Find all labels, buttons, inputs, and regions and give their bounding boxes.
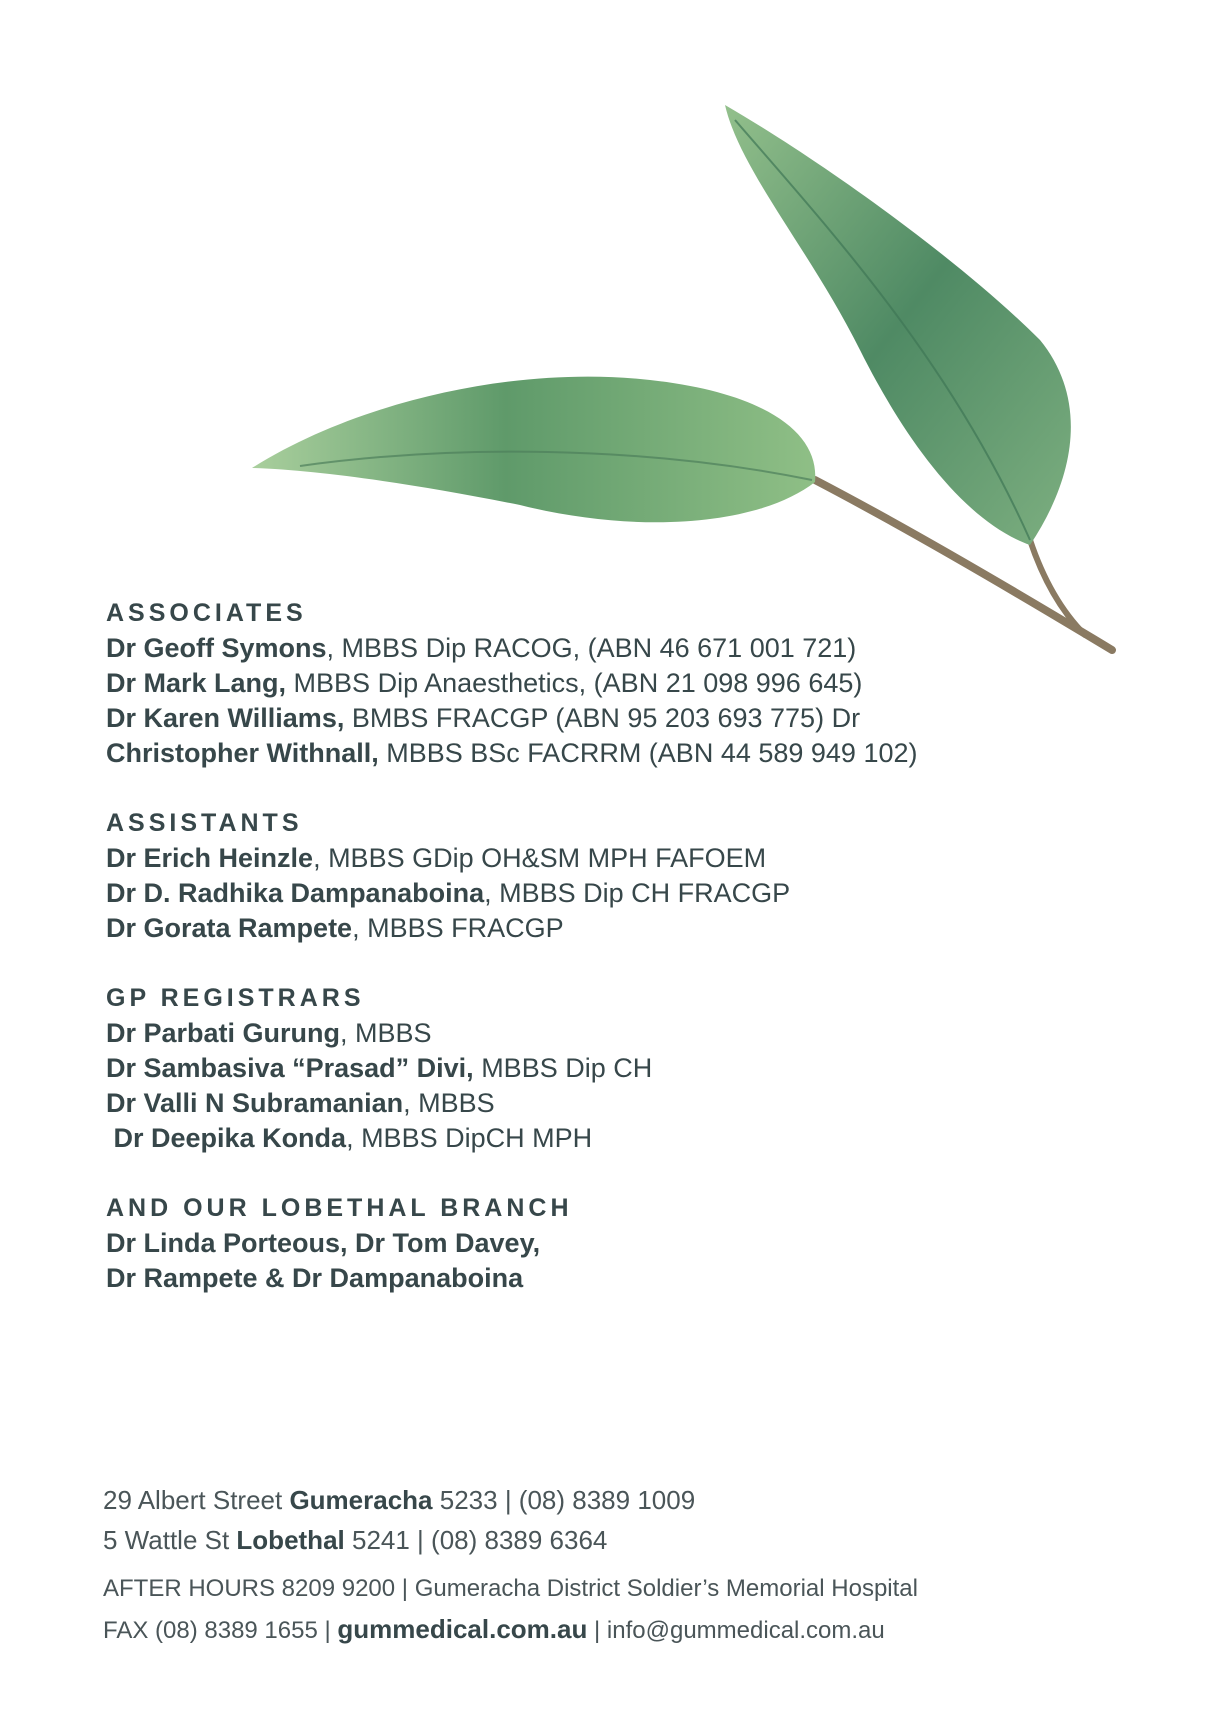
staff-line bbox=[106, 876, 790, 911]
staff-name: Christopher Withnall, bbox=[106, 738, 379, 768]
address-phone: 5241 | (08) 8389 6364 bbox=[344, 1525, 608, 1555]
staff-credentials: , MBBS bbox=[403, 1088, 495, 1118]
staff-line bbox=[106, 1226, 573, 1261]
staff-credentials: , MBBS Dip RACOG, (ABN 46 671 001 721) bbox=[326, 633, 857, 663]
staff-credentials: MBBS BSc FACRRM (ABN 44 589 949 102) bbox=[378, 738, 918, 768]
staff-line bbox=[106, 736, 918, 771]
staff-name: Dr Gorata Rampete bbox=[106, 913, 353, 943]
staff-credentials: , MBBS FRACGP bbox=[352, 913, 564, 943]
staff-line bbox=[106, 1051, 652, 1086]
staff-credentials: , MBBS DipCH MPH bbox=[346, 1123, 593, 1153]
address-town: Lobethal bbox=[236, 1525, 345, 1555]
staff-name: Dr Erich Heinzle bbox=[106, 843, 314, 873]
address-phone: 5233 | (08) 8389 1009 bbox=[432, 1485, 696, 1515]
lobethal-address bbox=[103, 1525, 607, 1556]
associates-section bbox=[106, 598, 918, 771]
fax-number: FAX (08) 8389 1655 | bbox=[103, 1617, 338, 1644]
staff-name: Dr Rampete & Dr Dampanaboina bbox=[106, 1263, 524, 1293]
after-hours-line: AFTER HOURS 8209 9200 | Gumeracha District Soldier’s Memorial Hospital bbox=[103, 1575, 918, 1602]
website-link[interactable]: gummedical.com.au bbox=[337, 1614, 588, 1644]
staff-name: Dr Sambasiva “Prasad” Divi, bbox=[106, 1053, 474, 1083]
section-heading: ASSISTANTS bbox=[106, 809, 303, 837]
staff-name: Dr Linda Porteous, Dr Tom Davey, bbox=[106, 1228, 541, 1258]
staff-name: Dr Parbati Gurung bbox=[106, 1018, 341, 1048]
staff-line bbox=[106, 1121, 652, 1156]
staff-line bbox=[106, 1016, 652, 1051]
staff-line bbox=[106, 1261, 573, 1296]
staff-line bbox=[106, 1086, 652, 1121]
staff-name: Dr Mark Lang, bbox=[106, 668, 287, 698]
staff-credentials: BMBS FRACGP (ABN 95 203 693 775) Dr bbox=[344, 703, 861, 733]
staff-credentials: , MBBS Dip CH FRACGP bbox=[484, 878, 791, 908]
address-street: 5 Wattle St bbox=[103, 1525, 237, 1555]
assistants-section bbox=[106, 808, 790, 946]
lobethal-section bbox=[106, 1193, 573, 1296]
staff-name: Dr D. Radhika Dampanaboina bbox=[106, 878, 485, 908]
gumeracha-address bbox=[103, 1485, 695, 1516]
staff-line bbox=[106, 841, 790, 876]
registrars-section bbox=[106, 983, 652, 1156]
email-link[interactable]: | info@gummedical.com.au bbox=[587, 1617, 885, 1644]
contact-line bbox=[103, 1614, 885, 1645]
staff-line bbox=[106, 631, 918, 666]
staff-name: Dr Karen Williams, bbox=[106, 703, 345, 733]
address-town: Gumeracha bbox=[289, 1485, 433, 1515]
section-heading: ASSOCIATES bbox=[106, 599, 307, 627]
staff-line bbox=[106, 911, 790, 946]
staff-credentials: MBBS Dip CH bbox=[473, 1053, 653, 1083]
section-heading: GP REGISTRARS bbox=[106, 984, 365, 1012]
staff-line bbox=[106, 701, 918, 736]
eucalyptus-leaves-icon bbox=[240, 95, 1140, 675]
staff-credentials: , MBBS GDip OH&SM MPH FAFOEM bbox=[313, 843, 767, 873]
staff-line bbox=[106, 666, 918, 701]
staff-name: Dr Geoff Symons bbox=[106, 633, 327, 663]
staff-credentials: , MBBS bbox=[340, 1018, 432, 1048]
staff-credentials: MBBS Dip Anaesthetics, (ABN 21 098 996 645) bbox=[286, 668, 863, 698]
section-heading: AND OUR LOBETHAL BRANCH bbox=[106, 1194, 573, 1222]
staff-name: Dr Deepika Konda bbox=[106, 1123, 347, 1153]
address-street: 29 Albert Street bbox=[103, 1485, 290, 1515]
staff-name: Dr Valli N Subramanian bbox=[106, 1088, 404, 1118]
